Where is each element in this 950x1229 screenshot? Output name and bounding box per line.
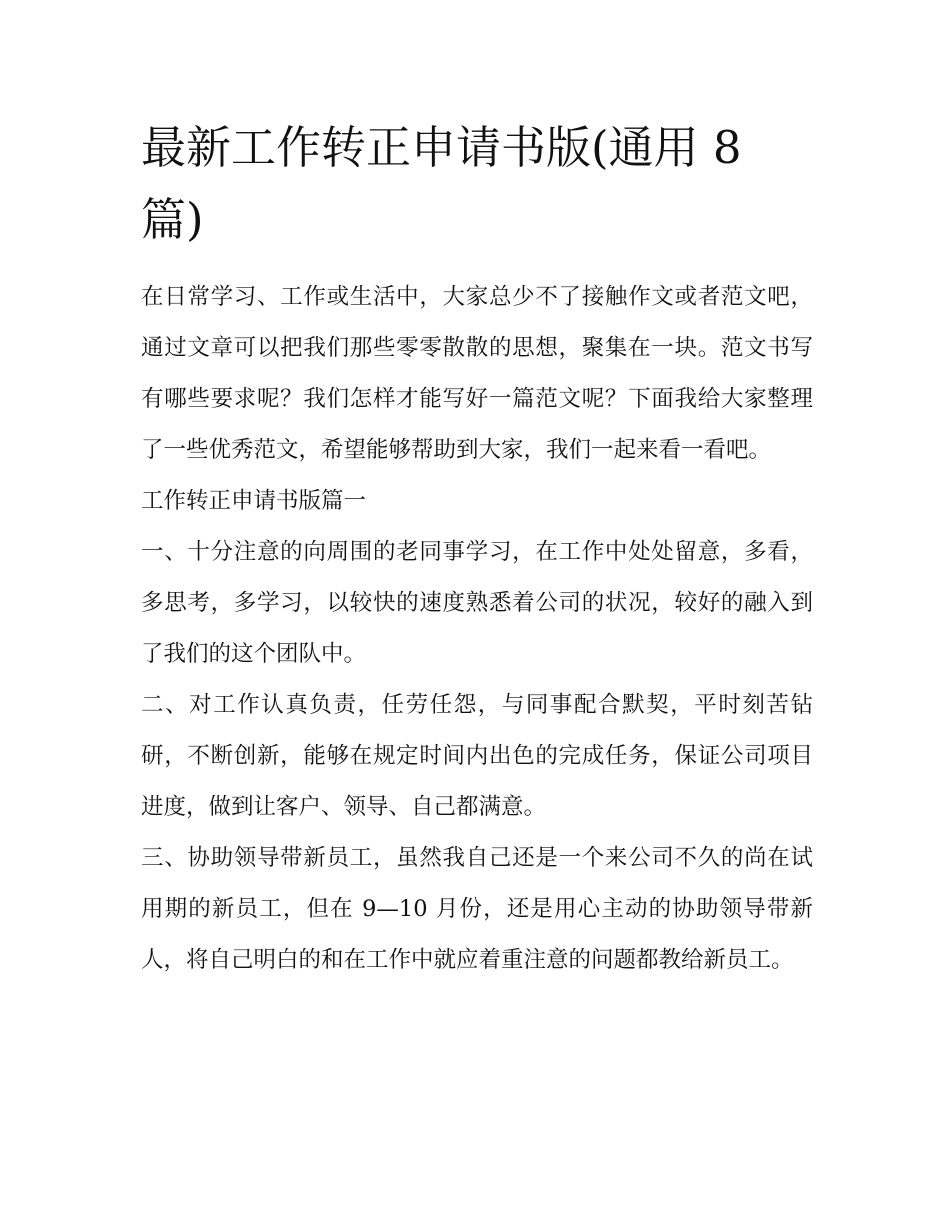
section-heading: 工作转正申请书版篇一 <box>141 488 367 514</box>
document-body <box>141 112 813 986</box>
intro-paragraph: 在日常学习、工作或生活中，大家总少不了接触作文或者范文吧，通过文章可以把我们那些零零散散的思想，聚集在一块。范文书写有哪些要求呢？我们怎样才能写好一篇范文呢？下面我给大家整理了一些优秀范文，希望能够帮助到大家，我们一起来看一看吧。 <box>141 284 813 463</box>
list-item-three: 三、协助领导带新员工，虽然我自己还是一个来公司不久的尚在试用期的新员工，但在 9—10 月份，还是用心主动的协助领导带新人，将自己明白的和在工作中就应着重注意的问题都教给新员工。 <box>141 845 813 973</box>
list-item-one: 一、十分注意的向周围的老同事学习，在工作中处处留意，多看，多思考，多学习，以较快的速度熟悉着公司的状况，较好的融入到了我们的这个团队中。 <box>141 539 813 667</box>
document-title: 最新工作转正申请书版(通用 8 篇) <box>141 121 742 246</box>
list-item-two: 二、对工作认真负责，任劳任怨，与同事配合默契，平时刻苦钻研，不断创新，能够在规定时间内出色的完成任务，保证公司项目进度，做到让客户、领导、自己都满意。 <box>141 692 813 820</box>
